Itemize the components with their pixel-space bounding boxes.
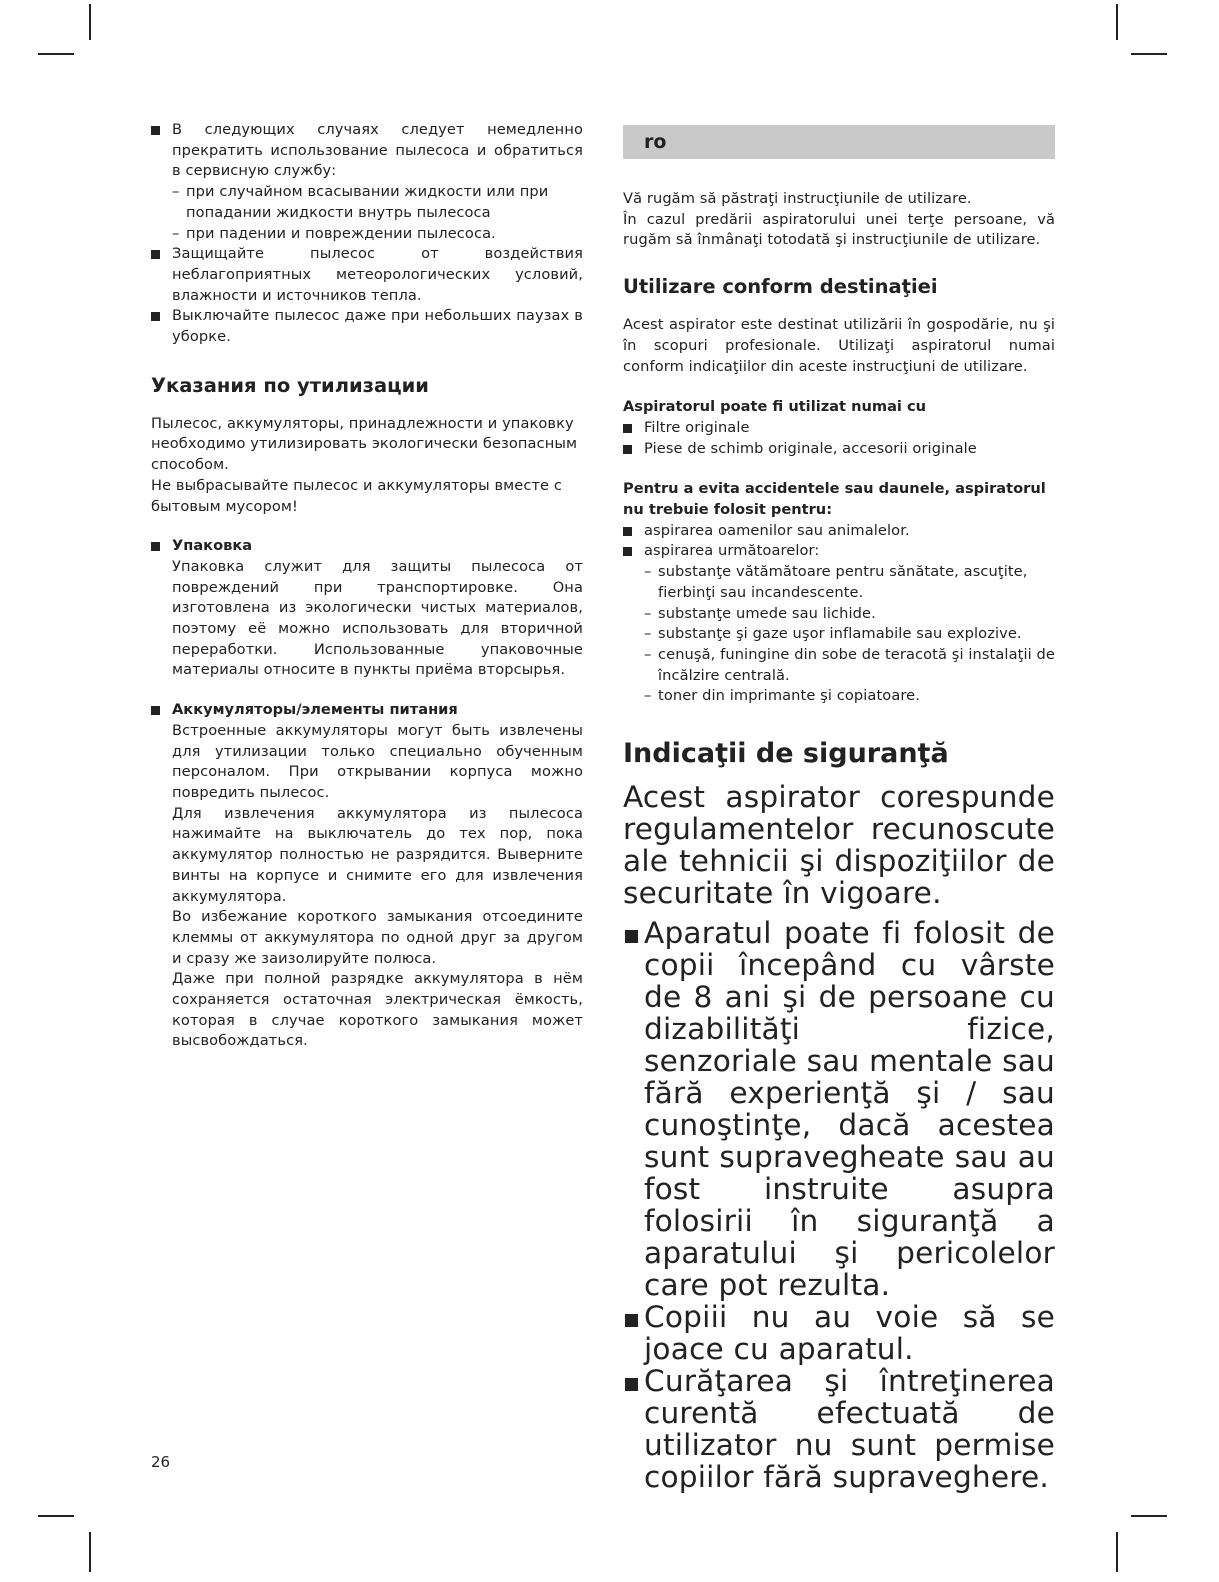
packaging-text: Упаковка служит для защиты пылесоса от повреждений при транспортировке. Она изготовлена из экологически чистых материалов, поэтому её можно использовать для вторичной переработки. Использованные упаковочные материалы относите в пункты приёма вторсырья.	[172, 557, 583, 679]
battery-text	[151, 721, 583, 1052]
list-item: – при случайном всасывании жидкости или при попадании жидкости внутрь пылесоса	[151, 182, 583, 223]
battery-title: Аккумуляторы/элементы питания	[151, 700, 583, 721]
crop-mark	[89, 1532, 91, 1572]
list-item: – substanţe umede sau lichide.	[623, 604, 1055, 625]
intro-list	[151, 120, 583, 348]
list-item: – toner din imprimante şi copiatoare.	[623, 686, 1055, 707]
right-column	[623, 125, 1055, 1493]
crop-mark	[38, 1515, 74, 1517]
list-item: – cenuşă, funingine din sobe de teracotă şi instalaţii de încălzire centrală.	[623, 645, 1055, 686]
intro-text	[623, 189, 1055, 251]
only-with-title: Aspiratorul poate fi utilizat numai cu	[623, 398, 927, 416]
list-item: Piese de schimb originale, accesorii originale	[623, 439, 1055, 460]
list-item: Aparatul poate fi folosit de copii începând cu vârste de 8 ani şi de persoane cu dizabilităţi fizice, senzoriale sau mentale sau fără experienţă şi / sau cunoştinţe, dacă acestea sunt supravegheate sau au fost instruite asupra folosirii în siguranţă a aparatului şi pericolelor care pot rezulta.	[623, 917, 1055, 1301]
list-item: Выключайте пылесос даже при небольших паузах в уборке.	[151, 306, 583, 347]
list-item: Filtre originale	[623, 418, 1055, 439]
crop-mark	[1116, 4, 1118, 40]
list-item: Защищайте пылесос от воздействия неблагоприятных метеорологических условий, влажности и источников тепла.	[151, 244, 583, 306]
avoid-list	[623, 521, 1055, 707]
safety-heading: Indicaţii de siguranţă	[623, 738, 949, 770]
disposal-heading: Указания по утилизации	[151, 373, 429, 397]
crop-mark	[89, 4, 91, 40]
list-item: Curăţarea şi întreţinerea curentă efectuată de utilizator nu sunt permise copiilor fără supraveghere.	[623, 1365, 1055, 1493]
list-item: – при падении и повреждении пылесоса.	[151, 224, 583, 245]
language-bar	[623, 125, 1055, 159]
language-label: ro	[644, 131, 667, 153]
disposal-paragraph: Пылесос, аккумуляторы, принадлежности и упаковку необходимо утилизировать экологически безопасным способом.	[151, 414, 578, 474]
disposal-text	[151, 414, 583, 518]
safety-intro: Acest aspirator corespunde regulamentelor recunoscute ale tehnicii şi dispoziţiilor de securitate în vigoare.	[623, 780, 1055, 911]
only-with-list	[623, 418, 1055, 459]
safety-list	[623, 917, 1055, 1493]
packaging-title: Упаковка	[151, 536, 583, 557]
list-item: В следующих случаях следует немедленно прекратить использование пылесоса и обратиться в сервисную службу:	[151, 120, 583, 182]
battery-paragraph: Даже при полной разрядке аккумулятора в нём сохраняется остаточная электрическая ёмкость, которая в случае короткого замыкания может высвобождаться.	[172, 970, 583, 1050]
avoid-title: Pentru a evita accidentele sau daunele, aspiratorul nu trebuie folosit pentru:	[623, 480, 1046, 519]
intro-paragraph: Vă rugăm să păstraţi instrucţiunile de utilizare.	[623, 190, 972, 207]
usage-heading: Utilizare conform destinaţiei	[623, 275, 938, 299]
battery-paragraph: Во избежание короткого замыкания отсоедините клеммы от аккумулятора по одной друг за другом и сразу же заизолируйте полюса.	[172, 908, 583, 967]
crop-mark	[1116, 1532, 1118, 1572]
disposal-paragraph: Не выбрасывайте пылесос и аккумуляторы вместе с бытовым мусором!	[151, 476, 562, 515]
page-number: 26	[151, 1453, 171, 1471]
list-item: – substanţe vătămătoare pentru sănătate, ascuţite, fierbinţi sau incandescente.	[623, 562, 1055, 603]
battery-paragraph: Для извлечения аккумулятора из пылесоса нажимайте на выключатель до тех пор, пока аккумулятор полностью не разрядится. Выверните винты на корпусе и снимите его для извлечения аккумулятора.	[172, 804, 583, 905]
list-item: – substanţe şi gaze uşor inflamabile sau explozive.	[623, 624, 1055, 645]
usage-text: Acest aspirator este destinat utilizării în gospodărie, nu şi în scopuri profesionale. Utilizaţi aspiratorul numai conform indicaţiilor din aceste instrucţiuni de utilizare.	[623, 316, 1055, 375]
list-item: Copiii nu au voie să se joace cu aparatul.	[623, 1301, 1055, 1365]
crop-mark	[1131, 53, 1167, 55]
crop-mark	[1131, 1515, 1167, 1517]
crop-mark	[38, 53, 74, 55]
intro-paragraph: În cazul predării aspiratorului unei terţe persoane, vă rugăm să înmânaţi totodată şi instrucţiunile de utilizare.	[623, 210, 1055, 249]
list-item: aspirarea următoarelor:	[623, 541, 1055, 562]
battery-paragraph: Встроенные аккумуляторы могут быть извлечены для утилизации только специально обученным персоналом. При открывании корпуса можно повредить пылесос.	[172, 721, 583, 801]
left-column	[151, 120, 583, 1052]
list-item: aspirarea oamenilor sau animalelor.	[623, 521, 1055, 542]
